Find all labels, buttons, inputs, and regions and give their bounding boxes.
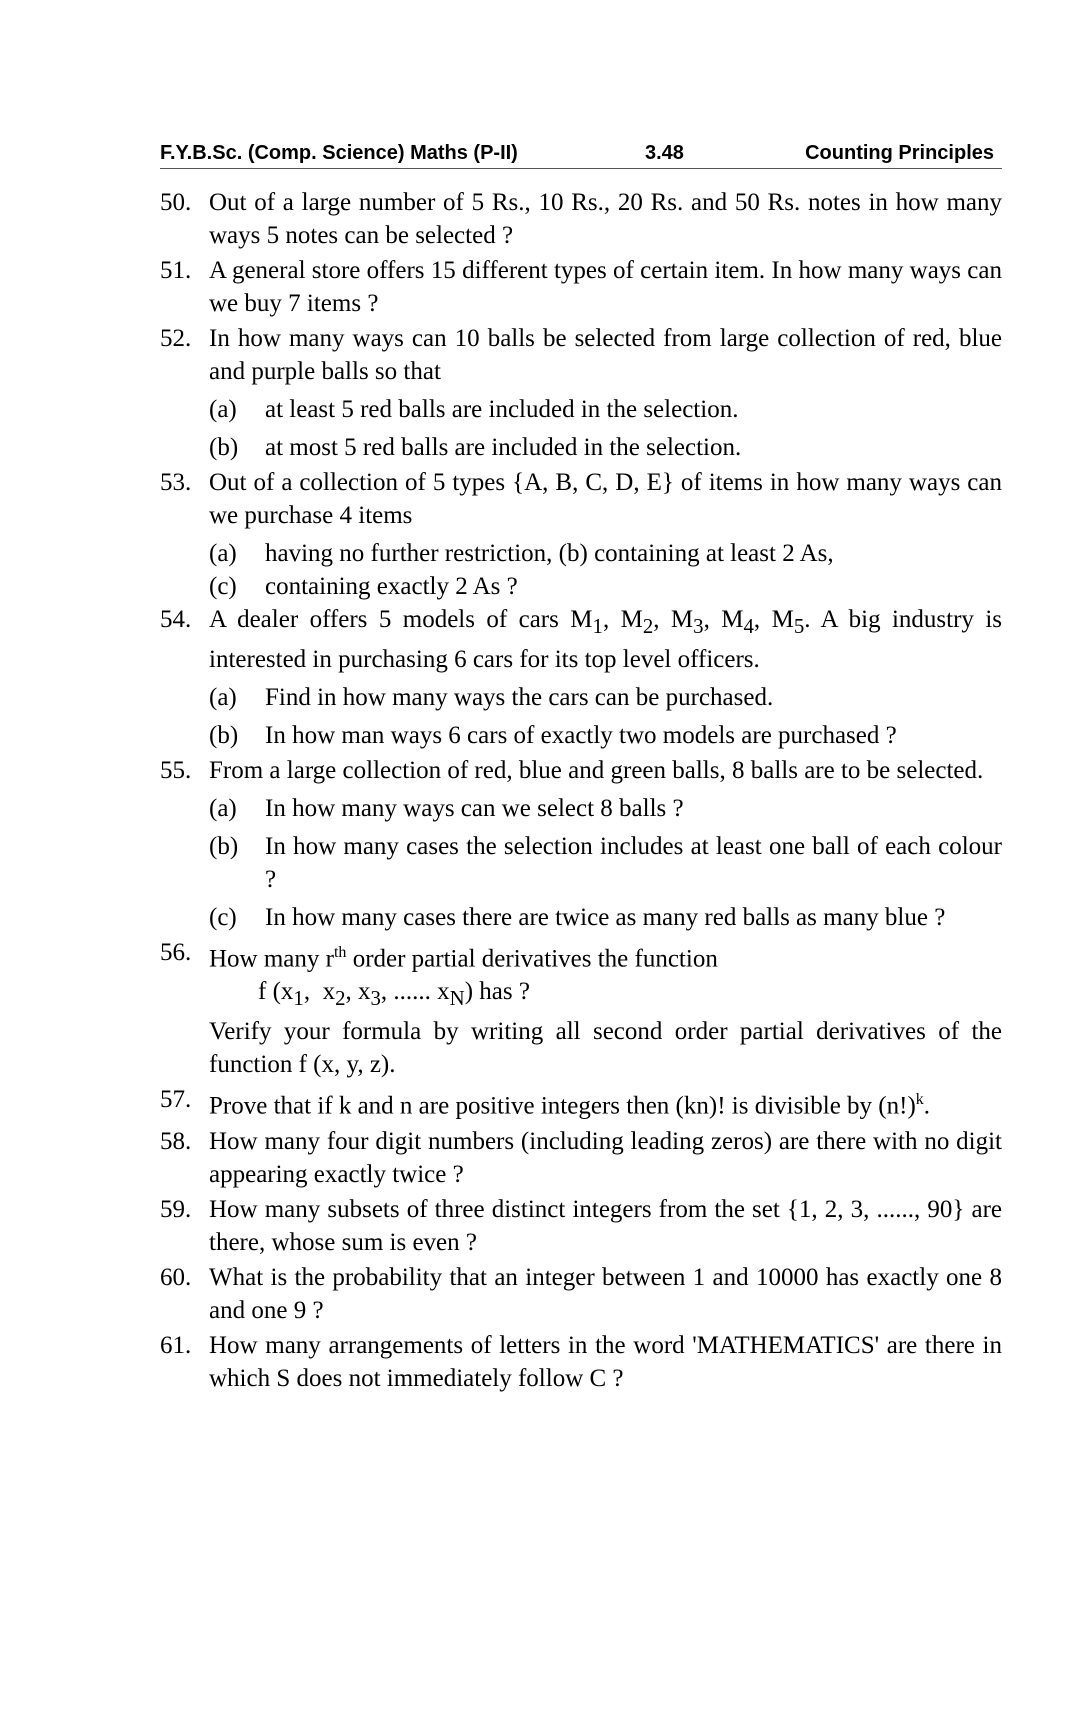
sub-label: (b) [209, 833, 239, 860]
question-52 [160, 322, 1002, 464]
question-number: 60. [160, 1263, 192, 1291]
text-part: order partial derivatives the function [346, 945, 718, 973]
question-text: What is the probability that an integer between 1 and 10000 has exactly one 8 and one 9 ? [209, 1263, 1002, 1324]
sub-label: (a) [209, 684, 237, 711]
sub-question [209, 901, 1002, 934]
sub-label: (b) [209, 434, 239, 461]
sub-label: (a) [209, 396, 237, 423]
question-text: A dealer offers 5 models of cars $M_1$, $M_2$, $M_3$, $M_4$, $M_5$. A big industry is interested in purchasing 6 cars for its top level officers. [209, 606, 1003, 673]
sub-question [209, 393, 1002, 426]
text-part: How many r [209, 945, 334, 973]
text-part: . A big industry is interested in purchasing 6 cars for its top level officers. [209, 606, 1003, 673]
sub-text: having no further restriction, (b) containing at least 2 As, [265, 540, 834, 567]
question-number: 59. [160, 1195, 192, 1223]
question-59 [160, 1193, 1002, 1259]
question-55 [160, 754, 1002, 934]
question-number: 55. [160, 757, 192, 784]
question-number: 52. [160, 325, 192, 352]
sub-label: (b) [209, 722, 239, 749]
question-58 [160, 1125, 1002, 1191]
superscript: th [333, 944, 347, 961]
superscript: k [915, 1091, 924, 1109]
sub-question [209, 792, 1002, 825]
sub-text: Find in how many ways the cars can be purchased. [265, 684, 774, 711]
question-number: 51. [160, 257, 192, 284]
sub-text: containing exactly 2 As ? [265, 573, 518, 600]
question-text: How many subsets of three distinct integers from the set {1, 2, 3, ......, 90} are there, whose sum is even ? [209, 1195, 1002, 1256]
sub-text: at most 5 red balls are included in the selection. [265, 434, 742, 461]
text-part: . [923, 1092, 931, 1120]
question-53 [160, 466, 1002, 603]
subscript: 4 [743, 614, 754, 638]
book-title: F.Y.B.Sc. (Comp. Science) Maths (P-II) [160, 142, 518, 164]
subscript: 2 [642, 614, 654, 638]
sub-question [209, 719, 1002, 752]
sub-text: In how many cases the selection includes at least one ball of each colour ? [265, 833, 1002, 893]
question-61 [160, 1329, 1002, 1395]
verify-text: Verify your formula by writing all second order partial derivatives of the function f (x, y, z). [209, 1018, 1002, 1079]
question-number: 50. [160, 189, 192, 216]
question-51 [160, 254, 1002, 320]
page-header [160, 142, 1002, 169]
question-56 [160, 936, 1002, 1081]
question-text: A general store offers 15 different types of certain item. In how many ways can we buy 7 items ? [209, 257, 1002, 317]
sub-text: In how many ways can we select 8 balls ? [265, 795, 684, 822]
question-list [160, 186, 1002, 1395]
question-text: Out of a collection of 5 types {A, B, C, D, E} of items in how many ways can we purchase 4 items [209, 469, 1002, 529]
question-57 [160, 1083, 1002, 1122]
formula: f ($x_1$, $x_2$, $x_3$, ...... $x_N$) has ? [258, 978, 530, 1011]
question-text: Out of a large number of 5 Rs., 10 Rs., 20 Rs. and 50 Rs. notes in how many ways 5 notes can be selected ? [209, 189, 1002, 249]
sub-label: (c) [209, 904, 237, 931]
question-54 [160, 603, 1002, 752]
sub-text: In how many cases there are twice as many red balls as many blue ? [265, 904, 946, 931]
question-number: 61. [160, 1331, 192, 1359]
question-text [209, 936, 1002, 975]
question-text: How many arrangements of letters in the word 'MATHEMATICS' are there in which S does not immediately follow C ? [209, 1331, 1002, 1392]
text-part: Prove that if k and n are positive integers then (kn)! is divisible by (n!) [209, 1092, 916, 1120]
sub-label: (a) [209, 795, 237, 822]
sub-question [209, 537, 1002, 570]
question-number: 57. [160, 1086, 192, 1114]
question-50 [160, 186, 1002, 252]
question-text: How many four digit numbers (including leading zeros) are there with no digit appearing exactly twice ? [209, 1127, 1002, 1188]
question-number: 53. [160, 469, 192, 496]
page-number: 3.48 [645, 142, 684, 164]
sub-question [209, 681, 1002, 714]
question-number: 54. [160, 606, 192, 633]
formula-text: f (x [258, 978, 294, 1006]
sub-text: at least 5 red balls are included in the selection. [265, 396, 739, 423]
chapter-title: Counting Principles [805, 142, 994, 164]
question-text [209, 1083, 1002, 1122]
question-number: 56. [160, 939, 192, 966]
sub-question [209, 431, 1002, 464]
sub-label: (a) [209, 540, 237, 567]
question-text: In how many ways can 10 balls be selected from large collection of red, blue and purple balls so that [209, 325, 1002, 385]
question-60 [160, 1261, 1002, 1327]
question-text: From a large collection of red, blue and green balls, 8 balls are to be selected. [209, 757, 984, 784]
sub-label: (c) [209, 573, 237, 600]
subscript: 5 [793, 614, 805, 638]
subscript: 1 [592, 614, 603, 638]
subscript: 3 [693, 614, 704, 638]
sub-text: In how man ways 6 cars of exactly two models are purchased ? [265, 722, 897, 749]
sub-question [209, 570, 1002, 603]
question-number: 58. [160, 1127, 192, 1155]
sub-question [209, 830, 1002, 896]
text-part: A dealer offers 5 models of cars M [209, 606, 593, 633]
